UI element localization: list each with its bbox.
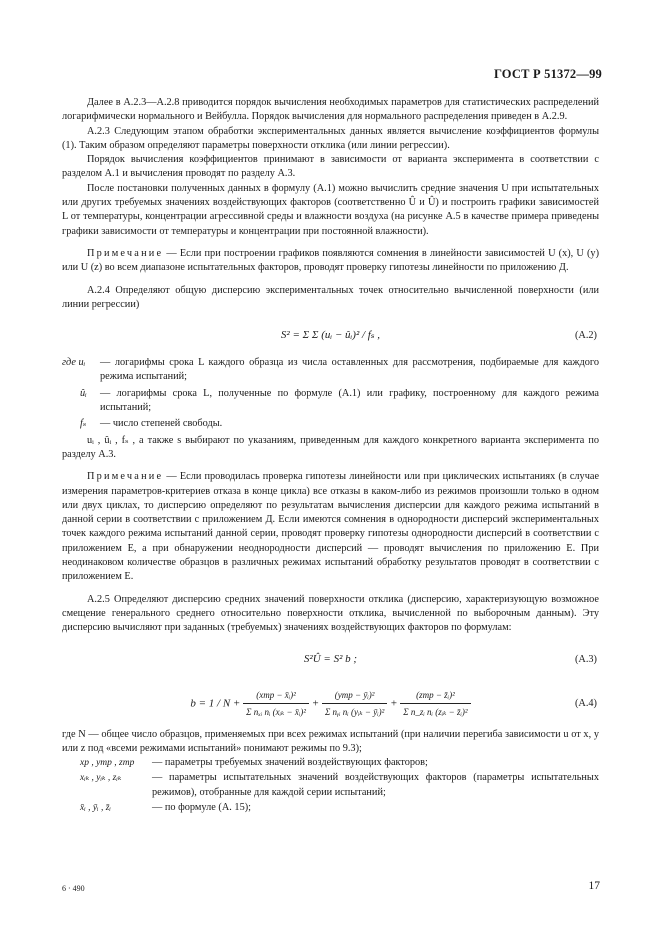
formula-a2-number: (А.2) [574,330,597,342]
formula-a4-term-x [243,688,309,720]
definitions-a4-intro: где N — общее число образцов, применяемых при всех режимах испытаний (при наличии перегиба зависимости u от x, y или z под «всеми режимами испытаний» понимают режимы по 9.3); [62,728,599,754]
footer-print-code: 6 · 490 [62,884,85,893]
definition-item [62,417,599,431]
note-1 [62,247,599,276]
definition-text: — логарифмы срока L каждого образца из числа оставленных для рассмотрения, подбираемые для каждого режима испытаний; [100,357,599,383]
note-2-text: — Если проводилась проверка гипотезы линейности или при циклических испытаниях (в случае измерения параметров-критериев отказа в конце цикла) все отказы в каком-либо из режимов произошли только в одном или двух циклах, то дисперсию определяют по результатам вычисления дисперсии для каждого режима испытаний в данной серии в соответствии с приложением Д. Если имеются сомнения в однородности дисперсий экспериментальных точек каждого режима испытаний данной серии, проводят проверку гипотезы однородности дисперсий в соответствии с приложением Е, а при обнаружении неоднородности дисперсий — проводят вычисления по приложению Е. При неодинаковом количестве образцов в различных режимах испытаний обработку результатов проводят в соответствии с приложением Е. [62,471,600,583]
definitions-a2 [62,356,599,462]
formula-a4-term-z [400,688,470,720]
definition-item [62,387,599,416]
definition-text: — параметры испытательных значений воздействующих факторов (параметры испытательных режимов), отобранные для каждой серии испытаний; [152,772,599,798]
note-2 [62,470,599,584]
definition-symbol: fₛ [80,418,87,430]
note-2-label: Примечание [87,471,164,483]
fraction-numerator: (yтр − ȳᵢ)² [322,688,387,704]
formula-a3-number: (А.3) [574,653,597,665]
paragraph-order: Порядок вычисления коэффициентов принимают в зависимости от варианта эксперимента в соответствии с разделом А.1 и вычисления проводят по разделу А.3. [62,154,599,180]
definition-symbol: где uᵢ [62,357,86,369]
fraction-numerator: (xтр − x̄ᵢ)² [243,688,309,704]
formula-a4-lead: b = 1 / N + [190,696,241,709]
formula-a3 [62,646,599,674]
paragraph-a2-4: А.2.4 Определяют общую дисперсию экспериментальных точек относительно вычисленной поверхности (или линии регрессии) [62,284,599,310]
page-number: 17 [588,880,600,892]
main-content [62,96,599,816]
definition-text: — число степеней свободы. [100,418,223,430]
definition-text: — параметры требуемых значений воздействующих факторов; [152,757,428,769]
definitions-note: uᵢ , ûᵢ , fₛ , а также s выбирают по указаниям, приведенным для каждого конкретного варианта эксперимента по разделу А.3. [62,434,599,460]
formula-a3-expr: S²Û = S² b ; [303,652,358,665]
definition-text: — логарифмы срока L, полученные по формуле (А.1) или графику, построенному для каждого режима испытаний; [100,387,599,414]
fraction-denominator: Σ nₓᵢ nᵢ (xᵢₖ − x̄ᵢ)² [246,706,306,717]
definition-text: — по формуле (А. 15); [152,801,252,813]
definition-symbol: xр , yтр , zтр [80,758,135,769]
fraction-numerator: (zтр − z̄ᵢ)² [400,688,470,704]
formula-a2-expr: S² = Σ Σ (uᵢ − ûᵢ)² / fₛ , [280,329,381,342]
formula-a4-expr: b = 1 / N + $\frac{\text{(xтр − x̄ᵢ)²}}{\text{Σ nₓᵢ nᵢ (xᵢₖ − x̄ᵢ)²}}$ + $\frac{\text{(yтр − ȳᵢ)²}}{\text{Σ nᵧᵢ nᵢ (yᵢₖ − ȳᵢ)²}}$ + $\frac{\text{(zтр − z̄ᵢ)²}}{\text{Σ n\_zᵢ nᵢ (zᵢₖ − z̄ᵢ)²}}$ [62,688,599,720]
formula-a2 [62,322,599,350]
paragraph-a2-3: А.2.3 Следующим этапом обработки экспериментальных данных является вычисление коэффициентов формулы (1). Таким образом определяют параметры поверхности отклика (или линии регрессии). [62,125,599,151]
definition-item [62,771,599,800]
formula-a4-term-y [322,688,387,720]
fraction-denominator: Σ nᵧᵢ nᵢ (yᵢₖ − ȳᵢ)² [324,706,385,717]
note-1-text: — Если при построении графиков появляются сомнения в линейности зависимостей U (x), U (y) или U (z) во всем диапазоне испытательных факторов, проводят проверку гипотезы линейности по приложению Д. [62,247,599,274]
definitions-a4 [62,728,599,816]
fraction-denominator: Σ n_zᵢ nᵢ (zᵢₖ − z̄ᵢ)² [403,706,468,717]
paragraph-a2-5: А.2.5 Определяют дисперсию средних значений поверхности отклика (дисперсию, характеризующую возможное смещение генерального среднего относительно поверхности отклика, вычисленной по выборочным данным). Эту дисперсию вычисляют при заданных (требуемых) значениях воздействующих факторов по формулам: [62,593,599,634]
definition-item [62,801,599,815]
definition-item [62,756,599,770]
formula-a4 [62,684,599,722]
document-id: ГОСТ Р 51372—99 [493,67,602,81]
definition-item [62,356,599,385]
definition-symbol: xᵢₖ , yᵢₖ , zᵢₖ [80,773,122,784]
definition-symbol: ûᵢ [80,387,87,399]
paragraph-intro: Далее в А.2.3—А.2.8 приводится порядок вычисления необходимых параметров для статистических распределений логарифмически нормального и Вейбулла. Порядок вычисления для нормального распределения приведен в А.2.9. [62,97,599,123]
definition-symbol: x̄ᵢ , ȳᵢ , z̄ᵢ [80,802,111,813]
paragraph-plot: После постановки полученных данных в формулу (А.1) можно вычислить средние значения U при испытательных или других требуемых значениях воздействующих факторов (соответственно Û и Û) и построить графики зависимостей L от температуры, концентрации агрессивной среды и влажности воздуха (на рисунке А.5 в качестве примера приведены графики зависимости от температуры и концентрации при постоянной влажности). [62,182,599,237]
note-1-label: Примечание [87,247,164,259]
formula-a4-number: (А.4) [574,697,597,709]
